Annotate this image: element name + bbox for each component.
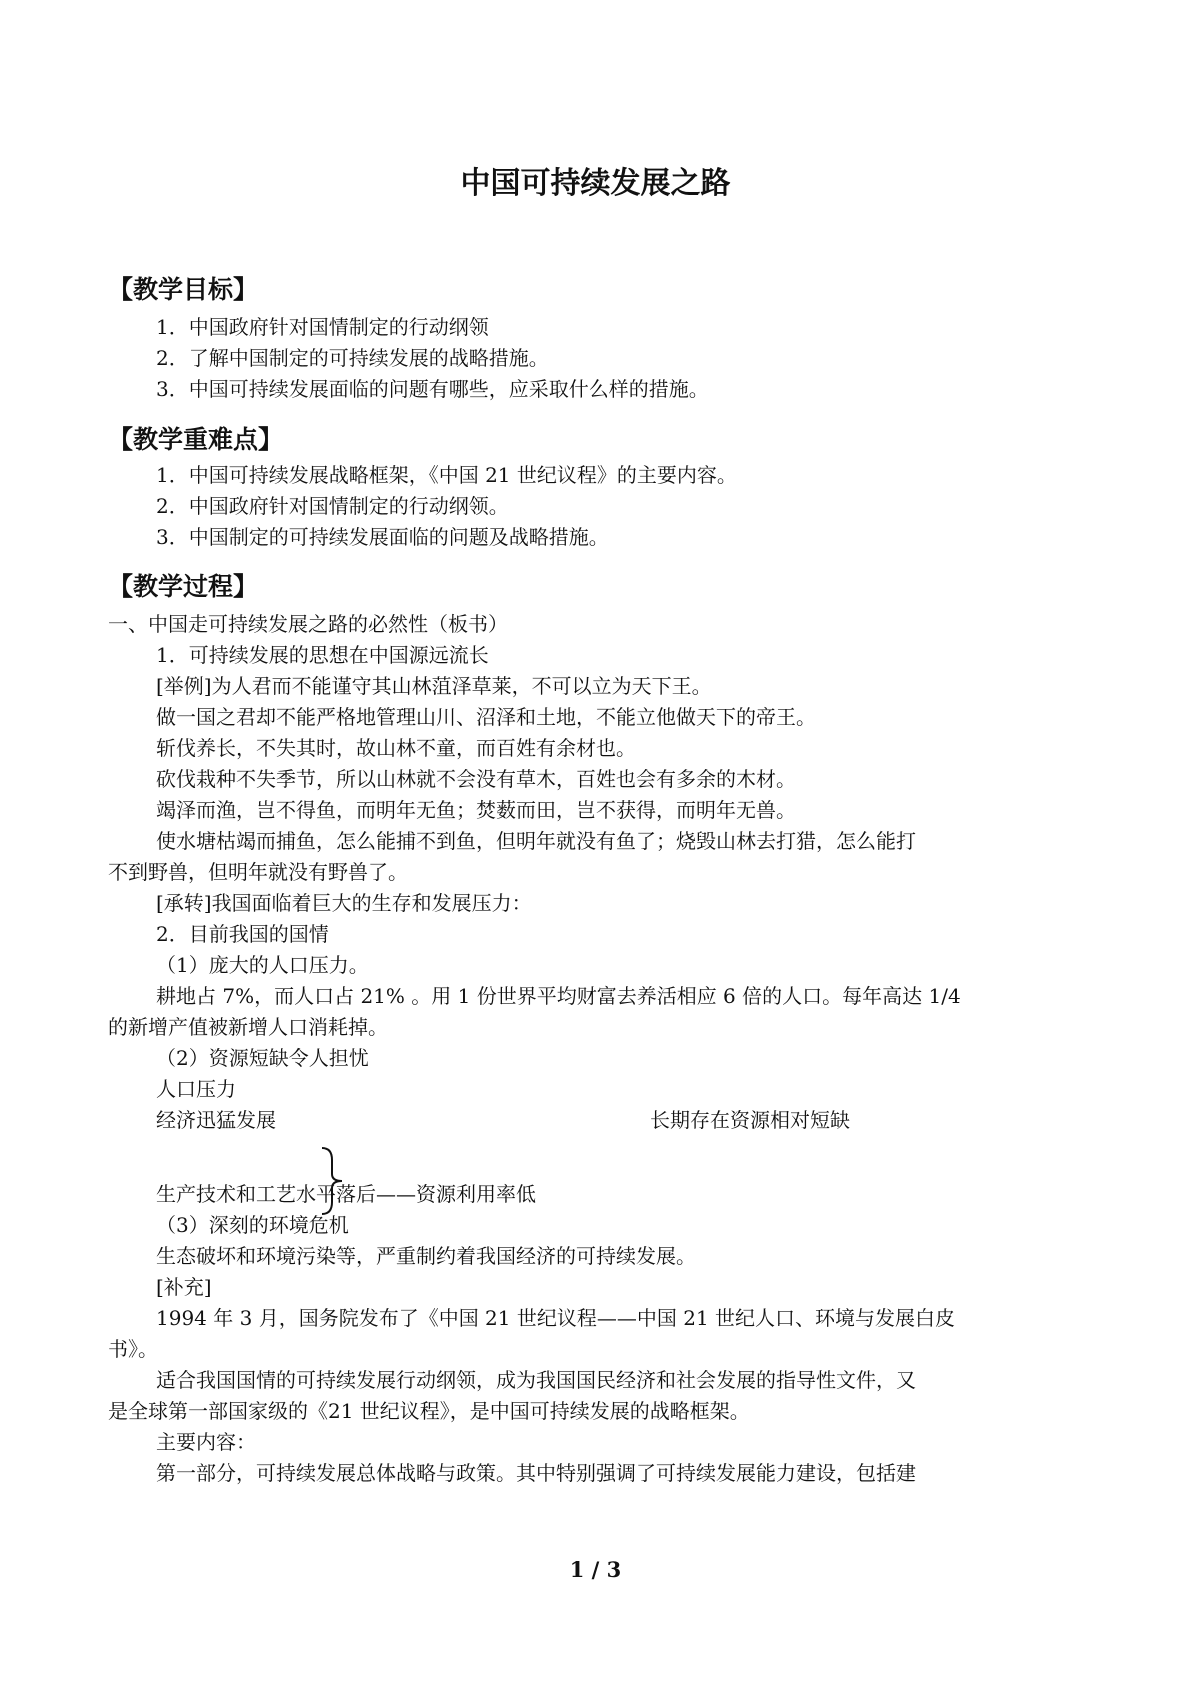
key-item: 3．中国制定的可持续发展面临的问题及战略措施。 bbox=[156, 525, 609, 549]
body-line: 砍伐栽种不失季节，所以山林就不会没有草木，百姓也会有多余的木材。 bbox=[156, 767, 796, 791]
body-line: （2）资源短缺令人担忧 bbox=[156, 1046, 369, 1070]
body-line: 不到野兽，但明年就没有野兽了。 bbox=[108, 860, 408, 884]
body-line: 做一国之君却不能严格地管理山川、沼泽和土地，不能立他做天下的帝王。 bbox=[156, 705, 816, 729]
body-line: 是全球第一部国家级的《21 世纪议程》，是中国可持续发展的战略框架。 bbox=[108, 1399, 750, 1423]
goal-item: 1．中国政府针对国情制定的行动纲领 bbox=[156, 315, 489, 339]
key-item: 2．中国政府针对国情制定的行动纲领。 bbox=[156, 494, 509, 518]
body-line: （1）庞大的人口压力。 bbox=[156, 953, 369, 977]
brace-result: 长期存在资源相对短缺 bbox=[650, 1108, 850, 1132]
page-number: 1 / 3 bbox=[569, 1557, 622, 1582]
body-line: 耕地占 7%，而人口占 21% 。用 1 份世界平均财富去养活相应 6 倍的人口。每年高达 1/4 bbox=[156, 984, 961, 1008]
body-line: 经济迅猛发展 bbox=[156, 1108, 276, 1132]
body-line: [补充] bbox=[156, 1275, 212, 1299]
body-line: 主要内容： bbox=[156, 1430, 256, 1454]
body-line: 竭泽而渔，岂不得鱼，而明年无鱼；焚薮而田，岂不获得，而明年无兽。 bbox=[156, 798, 796, 822]
page-title: 中国可持续发展之路 bbox=[460, 166, 731, 201]
body-line: 1994 年 3 月，国务院发布了《中国 21 世纪议程——中国 21 世纪人口、环境与发展白皮 bbox=[156, 1306, 956, 1330]
process-heading: 【教学过程】 bbox=[108, 572, 259, 601]
body-line: 书》。 bbox=[108, 1337, 158, 1361]
body-line: 的新增产值被新增人口消耗掉。 bbox=[108, 1015, 388, 1039]
goal-item: 3．中国可持续发展面临的问题有哪些，应采取什么样的措施。 bbox=[156, 377, 709, 401]
body-line: 生态破坏和环境污染等，严重制约着我国经济的可持续发展。 bbox=[156, 1244, 696, 1268]
body-line: 1．可持续发展的思想在中国源远流长 bbox=[156, 643, 489, 667]
body-line: 适合我国国情的可持续发展行动纲领，成为我国国民经济和社会发展的指导性文件，又 bbox=[156, 1368, 916, 1392]
body-line: [举例]为人君而不能谨守其山林菹泽草莱，不可以立为天下王。 bbox=[156, 674, 712, 698]
body-line: 人口压力 bbox=[156, 1077, 236, 1101]
body-line: 2．目前我国的国情 bbox=[156, 922, 329, 946]
body-line: 使水塘枯竭而捕鱼，怎么能捕不到鱼，但明年就没有鱼了；烧毁山林去打猎，怎么能打 bbox=[156, 829, 916, 853]
key-heading: 【教学重难点】 bbox=[108, 425, 284, 454]
goals-heading: 【教学目标】 bbox=[108, 275, 259, 304]
body-line: 生产技术和工艺水平落后——资源利用率低 bbox=[156, 1182, 536, 1206]
goal-item: 2．了解中国制定的可持续发展的战略措施。 bbox=[156, 346, 549, 370]
body-line: 一、中国走可持续发展之路的必然性（板书） bbox=[108, 612, 508, 636]
body-line: 斩伐养长，不失其时，故山林不童，而百姓有余材也。 bbox=[156, 736, 636, 760]
body-line: 第一部分，可持续发展总体战略与政策。其中特别强调了可持续发展能力建设，包括建 bbox=[156, 1461, 916, 1485]
body-line: [承转]我国面临着巨大的生存和发展压力： bbox=[156, 891, 532, 915]
key-item: 1．中国可持续发展战略框架，《中国 21 世纪议程》的主要内容。 bbox=[156, 463, 737, 487]
body-line: （3）深刻的环境危机 bbox=[156, 1213, 349, 1237]
